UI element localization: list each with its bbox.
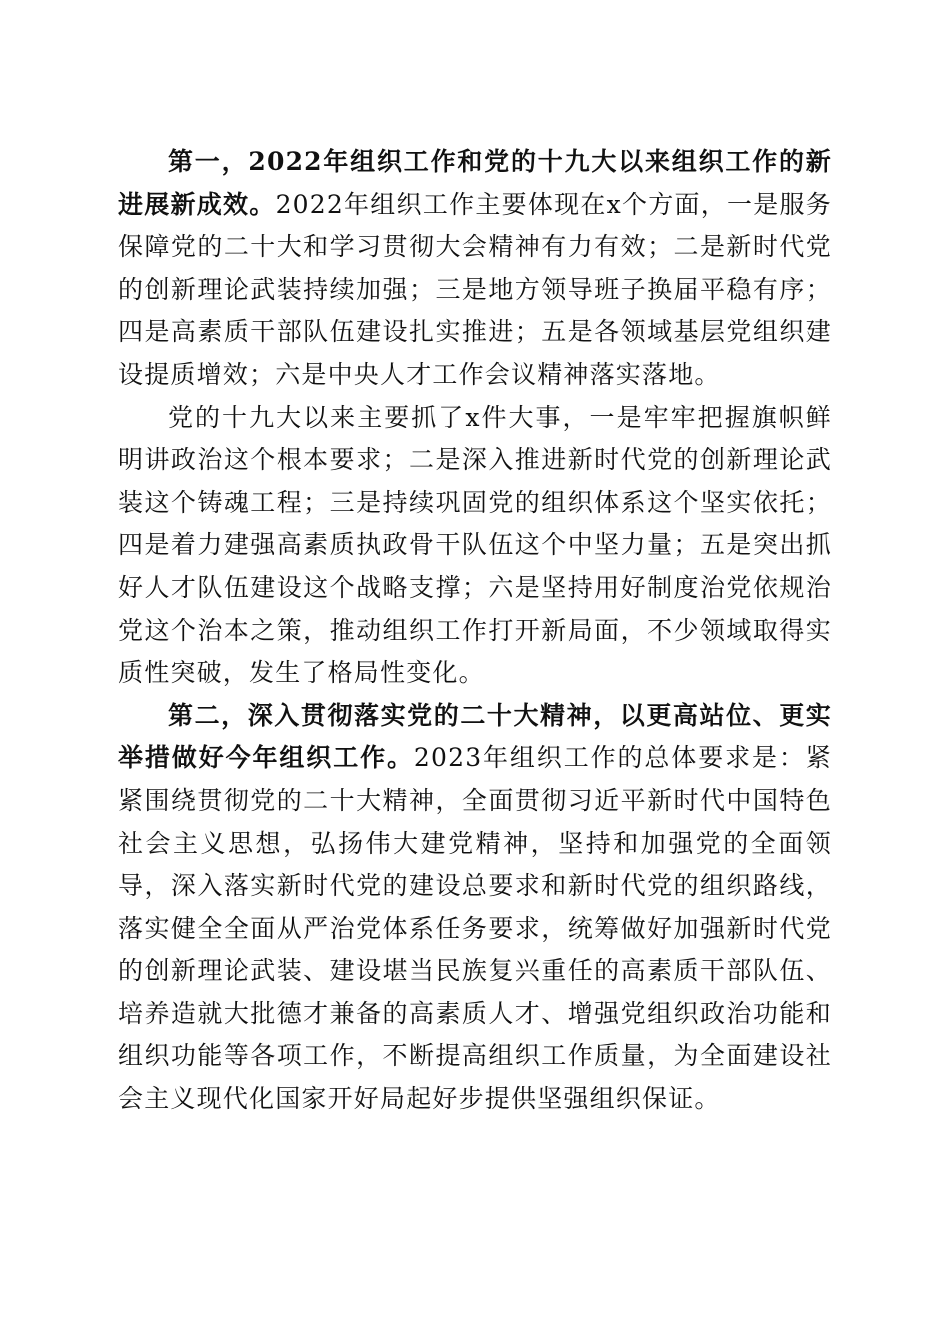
section-heading-second: 第二，深入贯彻落实党的二十大精神，以更高站位、更实举措做好今年组织工作。 [118, 700, 832, 773]
paragraph-text: 2022年组织工作主要体现在x个方面，一是服务保障党的二十大和学习贯彻大会精神有力有效；二是新时代党的创新理论武装持续加强；三是地方领导班子换届平稳有序；四是高素质干部队伍建设扎实推进；五是各领域基层党组织建设提质增效；六是中央人才工作会议精神落实落地。 [118, 189, 833, 389]
paragraph-text: 党的十九大以来主要抓了x件大事，一是牢牢把握旗帜鲜明讲政治这个根本要求；二是深入推进新时代党的创新理论武装这个铸魂工程；三是持续巩固党的组织体系这个坚实依托；四是着力建强高素质执政骨干队伍这个中坚力量；五是突出抓好人才队伍建设这个战略支撑；六是坚持用好制度治党依规治党这个治本之策，推动组织工作打开新局面，不少领域取得实质性突破，发生了格局性变化。 [118, 402, 832, 688]
document-body [118, 141, 832, 1121]
paragraph-text: 2023年组织工作的总体要求是：紧紧围绕贯彻党的二十大精神，全面贯彻习近平新时代中国特色社会主义思想，弘扬伟大建党精神，坚持和加强党的全面领导，深入落实新时代党的建设总要求和新时代党的组织路线，落实健全全面从严治党体系任务要求，统筹做好加强新时代党的创新理论武装、建设堪当民族复兴重任的高素质干部队伍、培养造就大批德才兼备的高素质人才、增强党组织政治功能和组织功能等各项工作，不断提高组织工作质量，为全面建设社会主义现代化国家开好局起好步提供坚强组织保证。 [118, 743, 832, 1114]
paragraph-second-section [118, 695, 832, 1121]
paragraph-first-section [118, 141, 832, 397]
section-heading-first: 第一，2022年组织工作和党的十九大以来组织工作的新进展新成效。 [118, 147, 832, 219]
paragraph-major-tasks [118, 397, 832, 695]
